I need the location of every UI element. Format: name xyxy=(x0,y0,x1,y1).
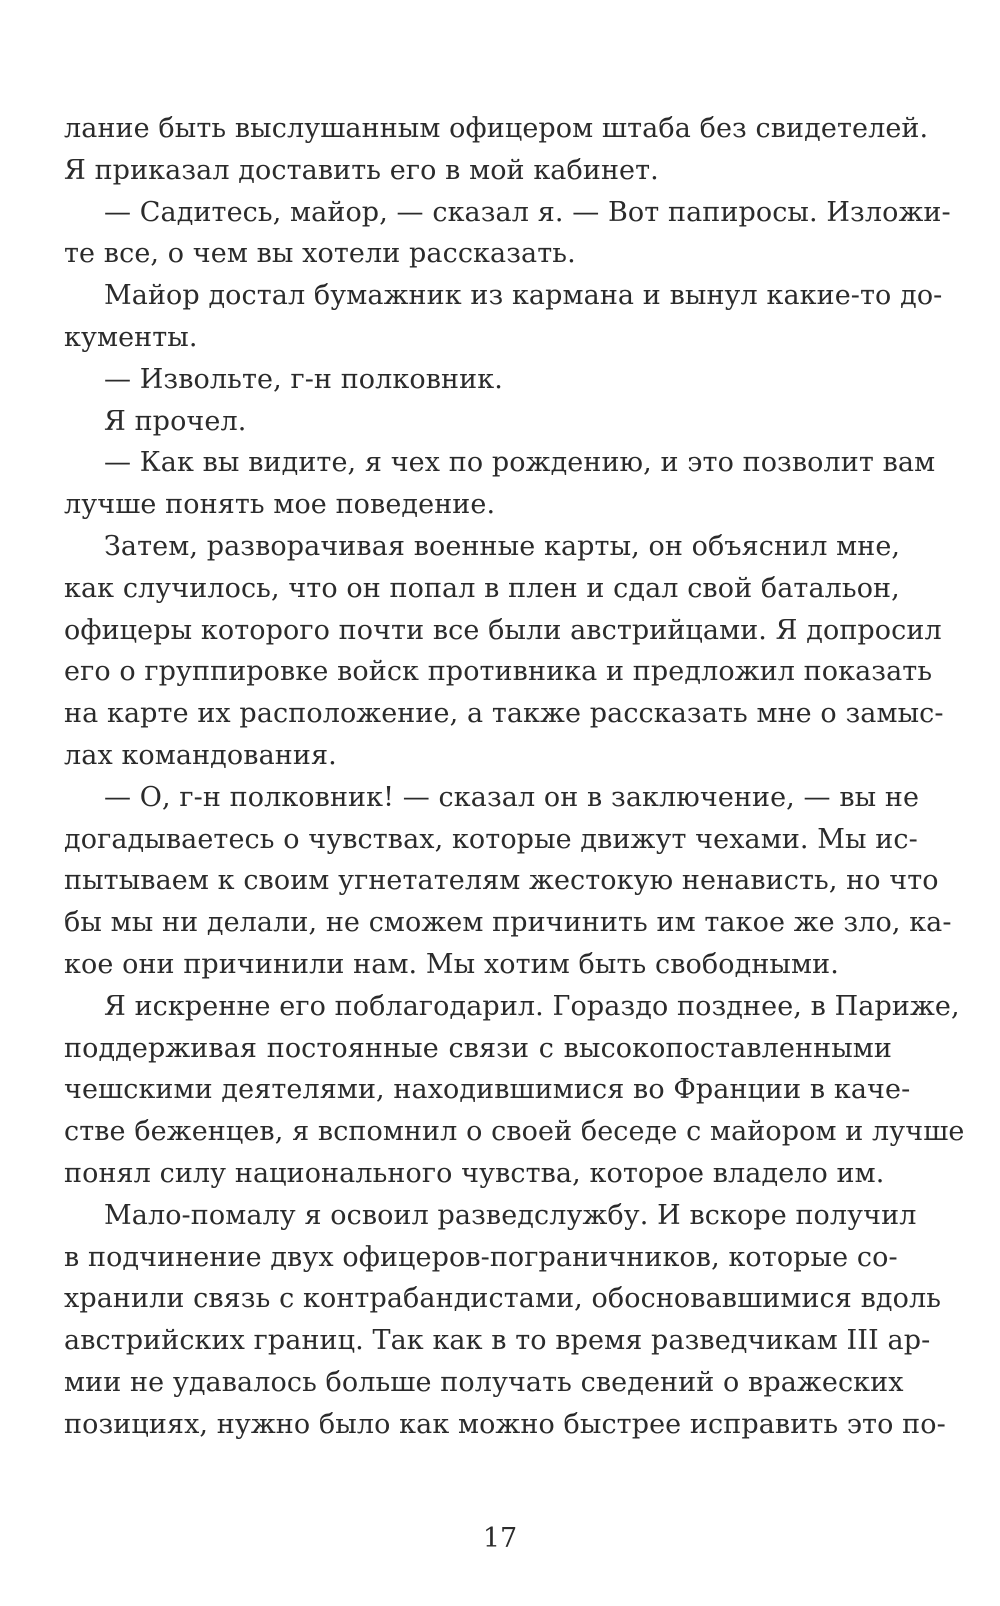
text-line: Я искренне его поблагодарил. Гораздо позднее, в Париже, xyxy=(104,990,960,1022)
text-line: Майор достал бумажник из кармана и вынул какие-то до- xyxy=(104,280,943,312)
text-line: — О, г-н полковник! — сказал он в заключение, — вы не xyxy=(104,781,920,813)
text-line: как случилось, что он попал в плен и сдал свой батальон, xyxy=(64,572,900,604)
text-line: мии не удавалось больше получать сведений о вражеских xyxy=(64,1366,904,1398)
page-text xyxy=(64,108,965,1446)
text-line: хранили связь с контрабандистами, обосновавшимися вдоль xyxy=(64,1283,942,1315)
page-number: 17 xyxy=(482,1523,518,1554)
text-line: те все, о чем вы хотели рассказать. xyxy=(64,238,576,270)
text-line: догадываетесь о чувствах, которые движут чехами. Мы ис- xyxy=(64,823,918,855)
text-line: австрийских границ. Так как в то время разведчикам III ар- xyxy=(64,1325,931,1357)
text-line: позициях, нужно было как можно быстрее исправить это по- xyxy=(64,1408,946,1440)
text-line: понял силу национального чувства, которое владело им. xyxy=(64,1157,885,1189)
text-line: офицеры которого почти все были австрийцами. Я допросил xyxy=(64,614,942,646)
text-line: — Садитесь, майор, — сказал я. — Вот папиросы. Изложи- xyxy=(104,196,951,228)
text-line: его о группировке войск противника и предложил показать xyxy=(64,656,933,688)
text-line: — Извольте, г-н полковник. xyxy=(104,363,503,395)
text-line: кое они причинили нам. Мы хотим быть свободными. xyxy=(64,948,839,980)
text-line: в подчинение двух офицеров-пограничников, которые со- xyxy=(64,1241,898,1273)
text-line: лах командования. xyxy=(64,739,337,771)
text-line: лучше понять мое поведение. xyxy=(64,489,496,521)
text-line: лание быть выслушанным офицером штаба без свидетелей. xyxy=(64,113,929,144)
text-line: Затем, разворачивая военные карты, он объяснил мне, xyxy=(104,530,901,562)
text-line: бы мы ни делали, не сможем причинить им такое же зло, ка- xyxy=(64,907,952,939)
text-line: чешскими деятелями, находившимися во Франции в каче- xyxy=(64,1074,911,1106)
text-line: кументы. xyxy=(64,321,198,353)
text-line: пытываем к своим угнетателям жестокую ненависть, но что xyxy=(64,865,939,897)
text-line: поддерживая постоянные связи с высокопоставленными xyxy=(64,1032,892,1064)
text-line: — Как вы видите, я чех по рождению, и это позволит вам xyxy=(104,447,936,479)
text-line: Я прочел. xyxy=(104,405,247,437)
text-line: на карте их расположение, а также рассказать мне о замыс- xyxy=(64,698,944,730)
text-line: Я приказал доставить его в мой кабинет. xyxy=(64,154,659,186)
text-line: стве беженцев, я вспомнил о своей беседе с майором и лучше xyxy=(64,1116,965,1148)
text-line: Мало-помалу я освоил разведслужбу. И вскоре получил xyxy=(104,1199,917,1231)
